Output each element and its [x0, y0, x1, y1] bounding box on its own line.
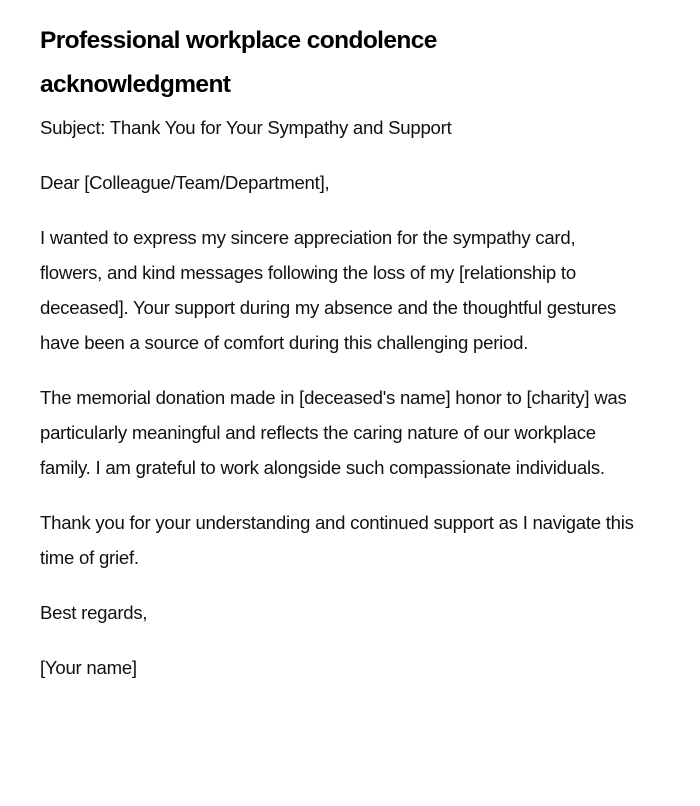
- subject-line: Subject: Thank You for Your Sympathy and Support: [40, 117, 452, 138]
- signature: [Your name]: [40, 657, 137, 678]
- closing: Best regards,: [40, 602, 148, 624]
- greeting: Dear [Colleague/Team/Department],: [40, 171, 330, 193]
- body-paragraph-2: The memorial donation made in [deceased's name] honor to [charity] was particularly meaningful and reflects the caring nature of our workplace family. I am grateful to work alongside such compassionate individuals.: [40, 387, 627, 479]
- document-title: Professional workplace condolence acknowledgment: [40, 27, 437, 98]
- body-paragraph-3: Thank you for your understanding and continued support as I navigate this time of grief.: [40, 512, 634, 569]
- body-paragraph-1: I wanted to express my sincere appreciation for the sympathy card, flowers, and kind messages following the loss of my [relationship to deceased]. Your support during my absence and the thoughtful gestures have been a source of comfort during this challenging period.: [40, 226, 617, 354]
